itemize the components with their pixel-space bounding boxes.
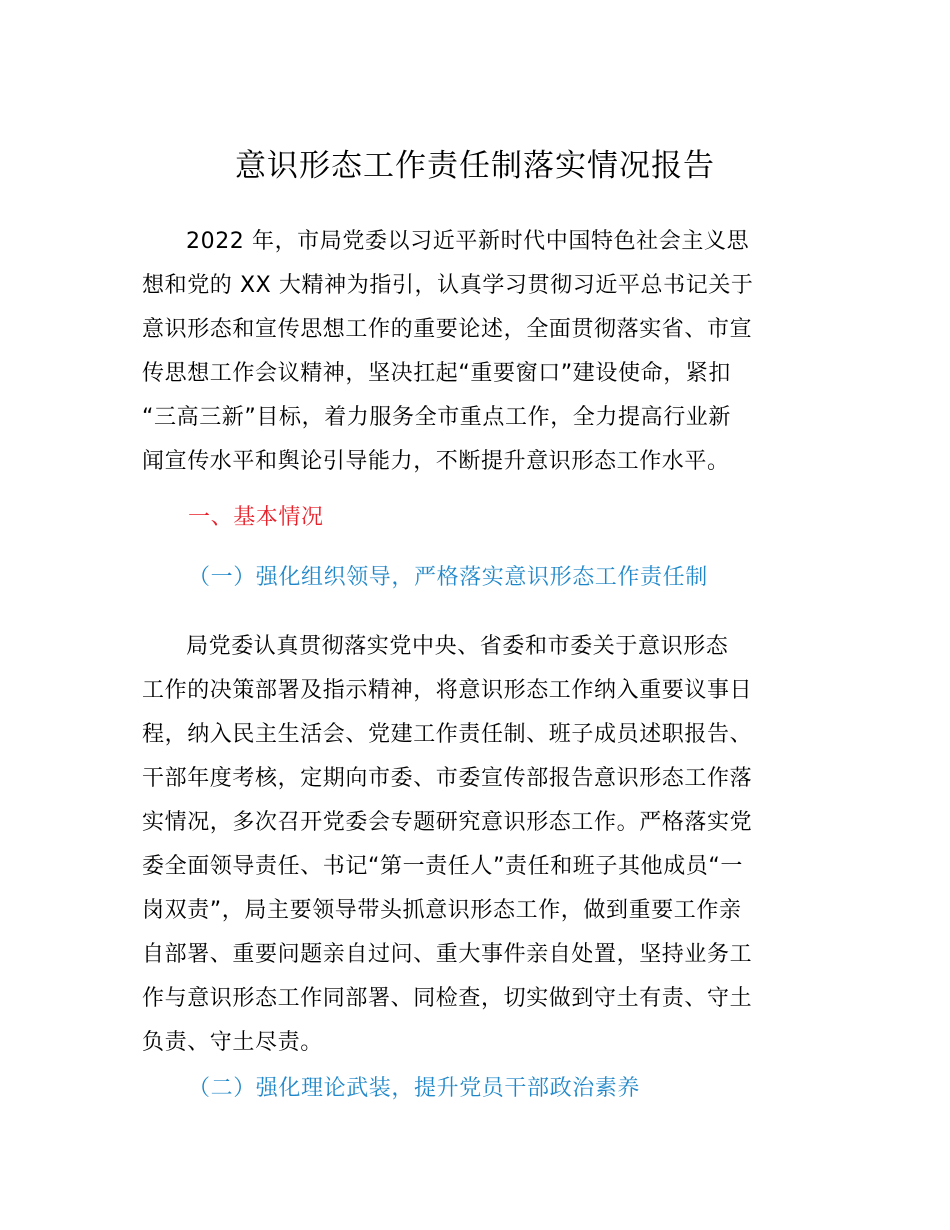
paragraph-line: 实情况，多次召开党委会专题研究意识形态工作。严格落实党: [142, 810, 753, 835]
paragraph-line: 委全面领导责任、书记“第一责任人”责任和班子其他成员“一: [142, 854, 743, 879]
section-heading-basic-situation: 一、基本情况: [188, 505, 324, 530]
subsection-1-paragraph: [142, 625, 814, 1065]
paragraph-line: 干部年度考核，定期向市委、市委宣传部报告意识形态工作落: [142, 766, 753, 791]
paragraph-line: 闻宣传水平和舆论引导能力，不断提升意识形态工作水平。: [142, 449, 730, 474]
intro-paragraph: [142, 220, 814, 484]
document-title: 意识形态工作责任制落实情况报告: [235, 148, 715, 184]
paragraph-line: 传思想工作会议精神，坚决扛起“重要窗口”建设使命，紧扣: [142, 361, 731, 386]
subsection-heading-organization: （一）强化组织领导，严格落实意识形态工作责任制: [188, 565, 708, 590]
paragraph-line: 想和党的 XX 大精神为指引，认真学习贯彻习近平总书记关于: [142, 273, 754, 298]
paragraph-line: 作与意识形态工作同部署、同检查，切实做到守土有责、守土: [142, 986, 753, 1011]
paragraph-line: “三高三新”目标，着力服务全市重点工作，全力提高行业新: [142, 405, 731, 430]
paragraph-line: 程，纳入民主生活会、党建工作责任制、班子成员述职报告、: [142, 722, 753, 747]
paragraph-line: 局党委认真贯彻落实党中央、省委和市委关于意识形态: [186, 634, 729, 659]
subsection-heading-theory: （二）强化理论武装，提升党员干部政治素养: [188, 1076, 641, 1101]
paragraph-line: 自部署、重要问题亲自过问、重大事件亲自处置，坚持业务工: [142, 942, 753, 967]
paragraph-line: 工作的决策部署及指示精神，将意识形态工作纳入重要议事日: [142, 678, 753, 703]
paragraph-line: 2022 年，市局党委以习近平新时代中国特色社会主义思: [186, 229, 750, 254]
paragraph-line: 负责、守土尽责。: [142, 1030, 323, 1055]
paragraph-line: 意识形态和宣传思想工作的重要论述，全面贯彻落实省、市宣: [142, 317, 753, 342]
paragraph-line: 岗双责”，局主要领导带头抓意识形态工作，做到重要工作亲: [142, 898, 742, 923]
